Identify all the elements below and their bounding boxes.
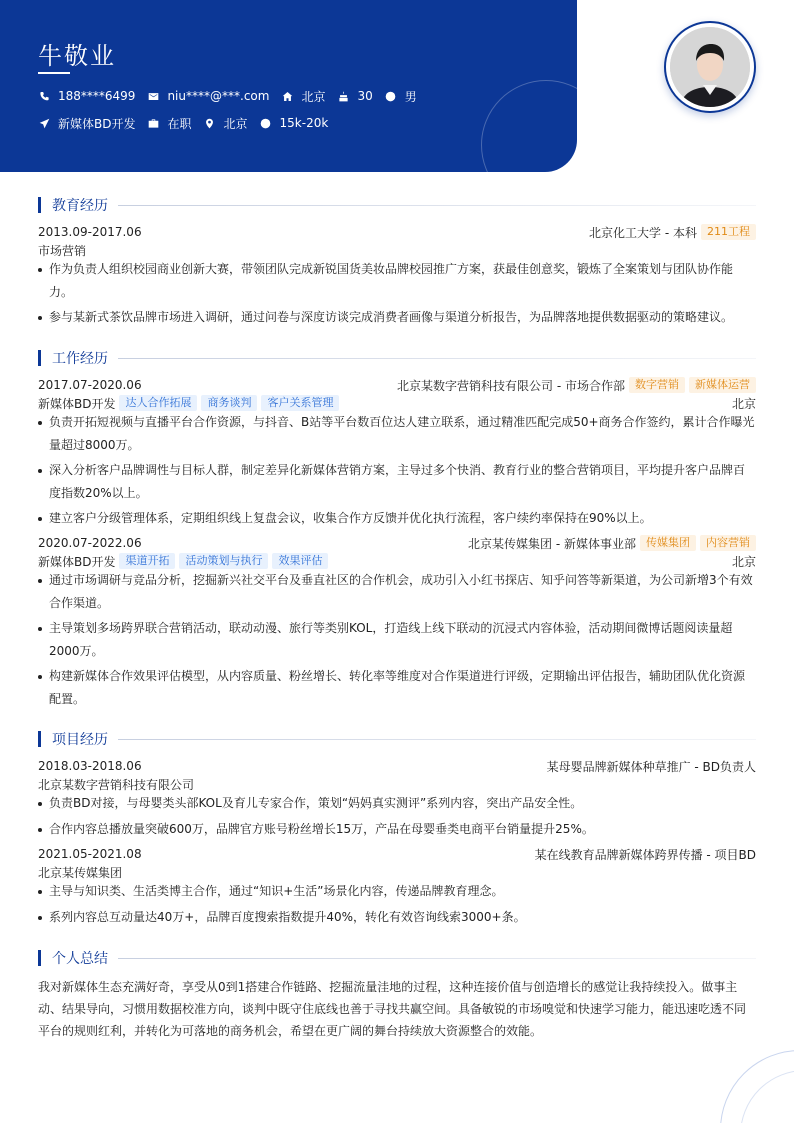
work-1-company-tag: 新媒体运营 [689, 377, 756, 393]
phone-icon [38, 90, 50, 102]
briefcase-icon [147, 117, 159, 129]
work-1-role-tag: 达人合作拓展 [119, 395, 197, 411]
project-2-org-row [38, 864, 756, 880]
gender-item [385, 88, 417, 104]
work-1-role-tag: 商务谈判 [201, 395, 257, 411]
position-item [38, 115, 135, 131]
status-text: 在职 [167, 116, 192, 131]
gender-icon [385, 90, 397, 102]
work-2-date: 2020.07-2022.06 [38, 536, 142, 550]
work-1-role-tag: 客户关系管理 [261, 395, 339, 411]
city-text: 北京 [301, 89, 326, 104]
section-divider [118, 958, 756, 959]
salary-text: 15k-20k [279, 116, 329, 130]
work-2-company-tag: 内容营销 [700, 535, 756, 551]
project-2-date: 2021.05-2021.08 [38, 847, 142, 861]
project-2-header-row [38, 846, 756, 862]
list-item: 主导策划多场跨界联合营销活动，联动动漫、旅行等类别KOL，打造线上线下联动的沉浸式内容体验，活动期间微博话题阅读量超2000万。 [38, 617, 756, 663]
list-item: 系列内容总互动量达40万+，品牌百度搜索指数提升40%，转化有效咨询线索3000+条。 [38, 906, 756, 929]
section-bar [38, 350, 41, 366]
list-item: 建立客户分级管理体系，定期组织线上复盘会议，收集合作方反馈并优化执行流程，客户续约率保持在90%以上。 [38, 507, 756, 530]
location-pin-icon [204, 117, 216, 129]
work-1-role: 新媒体BD开发 [38, 396, 116, 411]
section-title-work [38, 350, 756, 366]
education-date: 2013.09-2017.06 [38, 225, 142, 239]
send-icon [38, 117, 50, 129]
work-2-city: 北京 [731, 554, 756, 569]
section-title-summary [38, 950, 756, 966]
list-item: 主导与知识类、生活类博主合作，通过“知识+生活”场景化内容，传递品牌教育理念。 [38, 880, 756, 903]
section-bar [38, 197, 41, 213]
project-2-title: 某在线教育品牌新媒体跨界传播 - 项目BD [534, 847, 756, 862]
list-item: 通过市场调研与竞品分析，挖掘新兴社交平台及垂直社区的合作机会，成功引入小红书探店、知乎问答等新渠道，为公司新增3个有效合作渠道。 [38, 569, 756, 615]
list-item: 参与某新式茶饮品牌市场进入调研，通过问卷与深度访谈完成消费者画像与渠道分析报告，为品牌落地提供数据驱动的策略建议。 [38, 306, 756, 329]
money-icon [260, 117, 272, 129]
home-icon [281, 90, 293, 102]
section-divider [118, 358, 756, 359]
work-1-city: 北京 [731, 396, 756, 411]
project-1-header-row [38, 758, 756, 774]
section-label: 工作经历 [52, 351, 108, 367]
avatar [664, 21, 756, 113]
education-major: 市场营销 [38, 243, 87, 258]
project-1-org-row [38, 776, 756, 792]
cake-icon [337, 90, 349, 102]
section-title-education [38, 197, 756, 213]
work-1-role-row [38, 395, 756, 411]
project-1-title: 某母婴品牌新媒体种草推广 - BD负责人 [546, 759, 756, 774]
city-item [281, 88, 325, 104]
list-item: 负责BD对接，与母婴类头部KOL及育儿专家合作，策划“妈妈真实测评”系列内容，突出产品安全性。 [38, 792, 756, 815]
status-item [147, 115, 191, 131]
education-major-row [38, 242, 756, 258]
work-2-company-tag: 传媒集团 [640, 535, 696, 551]
list-item: 深入分析客户品牌调性与目标人群，制定差异化新媒体营销方案，主导过多个快消、教育行业的整合营销项目，平均提升客户品牌百度指数20%以上。 [38, 459, 756, 505]
work-1-date: 2017.07-2020.06 [38, 378, 142, 392]
project-1-date: 2018.03-2018.06 [38, 759, 142, 773]
basic-info-row [38, 88, 429, 104]
position-text: 新媒体BD开发 [58, 116, 136, 131]
age-text: 30 [357, 89, 373, 103]
project-2-org: 北京某传媒集团 [38, 865, 123, 880]
name-underline [38, 72, 70, 74]
work-1-header-row [38, 377, 756, 393]
phone-item [38, 88, 135, 104]
summary-text: 我对新媒体生态充满好奇，享受从0到1搭建合作链路、挖掘流量洼地的过程，这种连接价值与创造增长的感觉让我持续投入。做事主动、结果导向，习惯用数据校准方向，谈判中既守住底线也善于寻找共赢空间。具备敏锐的市场嗅觉和快速学习能力，能迅速吃透不同平台的规则红利，并转化为可落地的商务机会，希望在更广阔的舞台持续放大资源整合的效能。 [38, 980, 747, 1038]
work-1-role-group [38, 395, 339, 412]
decorative-circle [481, 80, 577, 172]
section-bar [38, 950, 41, 966]
mail-icon [147, 90, 159, 102]
email-item [147, 88, 269, 104]
section-divider [118, 205, 756, 206]
section-label: 教育经历 [52, 198, 108, 214]
section-divider [118, 739, 756, 740]
work-2-role-row [38, 553, 756, 569]
section-label: 项目经历 [52, 732, 108, 748]
gender-text: 男 [404, 89, 417, 104]
phone-text: 188****6499 [58, 89, 136, 103]
location-item [204, 115, 248, 131]
list-item: 负责开拓短视频与直播平台合作资源，与抖音、B站等平台数百位达人建立联系，通过精准匹配完成50+商务合作签约，累计合作曝光量超过8000万。 [38, 411, 756, 457]
section-bar [38, 731, 41, 747]
education-header-row [38, 224, 756, 240]
work-2-role-tag: 渠道开拓 [119, 553, 175, 569]
education-tag: 211工程 [701, 224, 756, 240]
list-item: 构建新媒体合作效果评估模型，从内容质量、粉丝增长、转化率等维度对合作渠道进行评级，定期输出评估报告，辅助团队优化资源配置。 [38, 665, 756, 711]
avatar-photo [670, 27, 750, 107]
list-item: 合作内容总播放量突破600万，品牌官方账号粉丝增长15万，产品在母婴垂类电商平台销量提升25%。 [38, 818, 756, 841]
education-school-group [589, 224, 756, 241]
work-2-role-tag: 效果评估 [272, 553, 328, 569]
job-intent-row [38, 115, 340, 131]
age-item [337, 88, 372, 104]
section-label: 个人总结 [52, 951, 108, 967]
section-title-projects [38, 731, 756, 747]
work-2-header-row [38, 535, 756, 551]
work-2-role: 新媒体BD开发 [38, 554, 116, 569]
candidate-name: 牛敬业 [38, 42, 116, 70]
work-2-role-group [38, 553, 328, 570]
location-text: 北京 [223, 116, 248, 131]
education-school: 北京化工大学 - 本科 [589, 225, 697, 240]
salary-item [260, 115, 329, 131]
work-1-company-group [397, 377, 756, 394]
work-1-company-tag: 数字营销 [629, 377, 685, 393]
work-2-role-tag: 活动策划与执行 [179, 553, 268, 569]
work-2-company: 北京某传媒集团 - 新媒体事业部 [468, 536, 636, 551]
header-banner [0, 0, 577, 172]
list-item: 作为负责人组织校园商业创新大赛，带领团队完成新锐国货美妆品牌校园推广方案，获最佳创意奖，锻炼了全案策划与团队协作能力。 [38, 258, 756, 304]
email-text: niu****@***.com [167, 89, 270, 103]
work-2-company-group [468, 535, 756, 552]
project-1-org: 北京某数字营销科技有限公司 [38, 777, 195, 792]
work-1-company: 北京某数字营销科技有限公司 - 市场合作部 [397, 378, 625, 393]
